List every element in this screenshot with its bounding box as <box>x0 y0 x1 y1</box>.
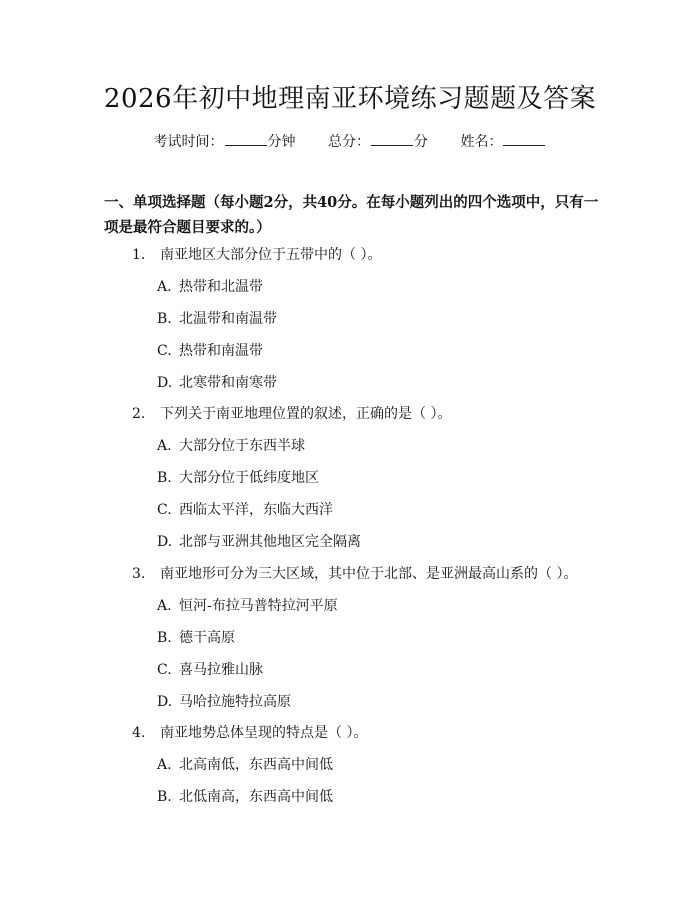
option-letter: B. <box>157 311 172 327</box>
question-2-option-d <box>157 531 361 551</box>
option-text: 北部与亚洲其他地区完全隔离 <box>179 534 361 550</box>
question-1-option-c <box>157 340 263 360</box>
option-text: 大部分位于低纬度地区 <box>179 470 319 486</box>
option-letter: A. <box>157 757 172 773</box>
option-text: 北高南低，东西高中间低 <box>179 757 333 773</box>
question-4 <box>132 722 367 742</box>
exam-time-label: 考试时间： <box>153 134 224 150</box>
question-1-option-d <box>157 372 277 392</box>
option-letter: A. <box>157 279 172 295</box>
question-number: 2. <box>132 406 146 422</box>
question-2-option-a <box>157 435 305 455</box>
option-text: 热带和北温带 <box>179 279 263 295</box>
question-1 <box>132 244 381 264</box>
page-title: 2026年初中地理南亚环境练习题题及答案 <box>103 84 597 114</box>
exam-meta-line <box>0 131 700 151</box>
question-1-option-b <box>157 308 277 328</box>
exam-time-unit: 分钟 <box>267 134 296 150</box>
total-score-label: 总分： <box>328 134 370 150</box>
total-score-field <box>328 131 428 151</box>
option-letter: D. <box>157 534 173 550</box>
option-text: 西临太平洋，东临大西洋 <box>179 502 333 518</box>
total-score-unit: 分 <box>414 134 428 150</box>
exam-time-field <box>154 131 296 151</box>
question-3-option-c <box>157 659 263 679</box>
option-letter: D. <box>157 375 173 391</box>
question-text: 南亚地区大部分位于五带中的（ ）。 <box>160 247 382 263</box>
question-3 <box>132 563 577 583</box>
question-text: 南亚地形可分为三大区域，其中位于北部、是亚洲最高山系的（ ）。 <box>160 566 578 582</box>
option-letter: B. <box>157 789 172 805</box>
option-text: 马哈拉施特拉高原 <box>179 694 291 710</box>
option-letter: B. <box>157 470 172 486</box>
student-name-label: 姓名： <box>460 134 503 150</box>
question-3-option-d <box>157 691 291 711</box>
student-name-field <box>460 131 546 151</box>
option-text: 大部分位于东西半球 <box>179 438 305 454</box>
option-letter: C. <box>157 343 172 359</box>
option-text: 恒河-布拉马普特拉河平原 <box>179 598 338 614</box>
section-heading: 一、单项选择题（每小题2分，共40分。在每小题列出的四个选项中，只有一项是最符合题目要求的。） <box>104 194 599 236</box>
question-2-option-c <box>157 499 333 519</box>
exam-time-blank <box>225 133 267 146</box>
question-3-option-a <box>157 595 338 615</box>
question-4-option-a <box>157 754 333 774</box>
option-letter: D. <box>157 694 173 710</box>
option-letter: C. <box>157 502 172 518</box>
option-text: 德干高原 <box>179 630 235 646</box>
option-text: 热带和南温带 <box>179 343 263 359</box>
question-2-option-b <box>157 467 319 487</box>
option-text: 北温带和南温带 <box>179 311 277 327</box>
question-number: 3. <box>132 566 146 582</box>
student-name-blank <box>503 133 545 146</box>
option-letter: C. <box>157 662 172 678</box>
question-1-option-a <box>157 276 263 296</box>
question-4-option-b <box>157 786 333 806</box>
option-letter: A. <box>157 598 172 614</box>
option-letter: A. <box>157 438 172 454</box>
question-text: 南亚地势总体呈现的特点是（ ）。 <box>160 725 368 741</box>
question-3-option-b <box>157 627 235 647</box>
question-text: 下列关于南亚地理位置的叙述，正确的是（ ）。 <box>160 406 452 422</box>
option-text: 北寒带和南寒带 <box>179 375 277 391</box>
total-score-blank <box>371 133 413 146</box>
question-number: 4. <box>132 725 146 741</box>
option-text: 喜马拉雅山脉 <box>179 662 263 678</box>
question-2 <box>132 403 451 423</box>
question-number: 1. <box>132 247 146 263</box>
option-text: 北低南高，东西高中间低 <box>179 789 333 805</box>
option-letter: B. <box>157 630 172 646</box>
